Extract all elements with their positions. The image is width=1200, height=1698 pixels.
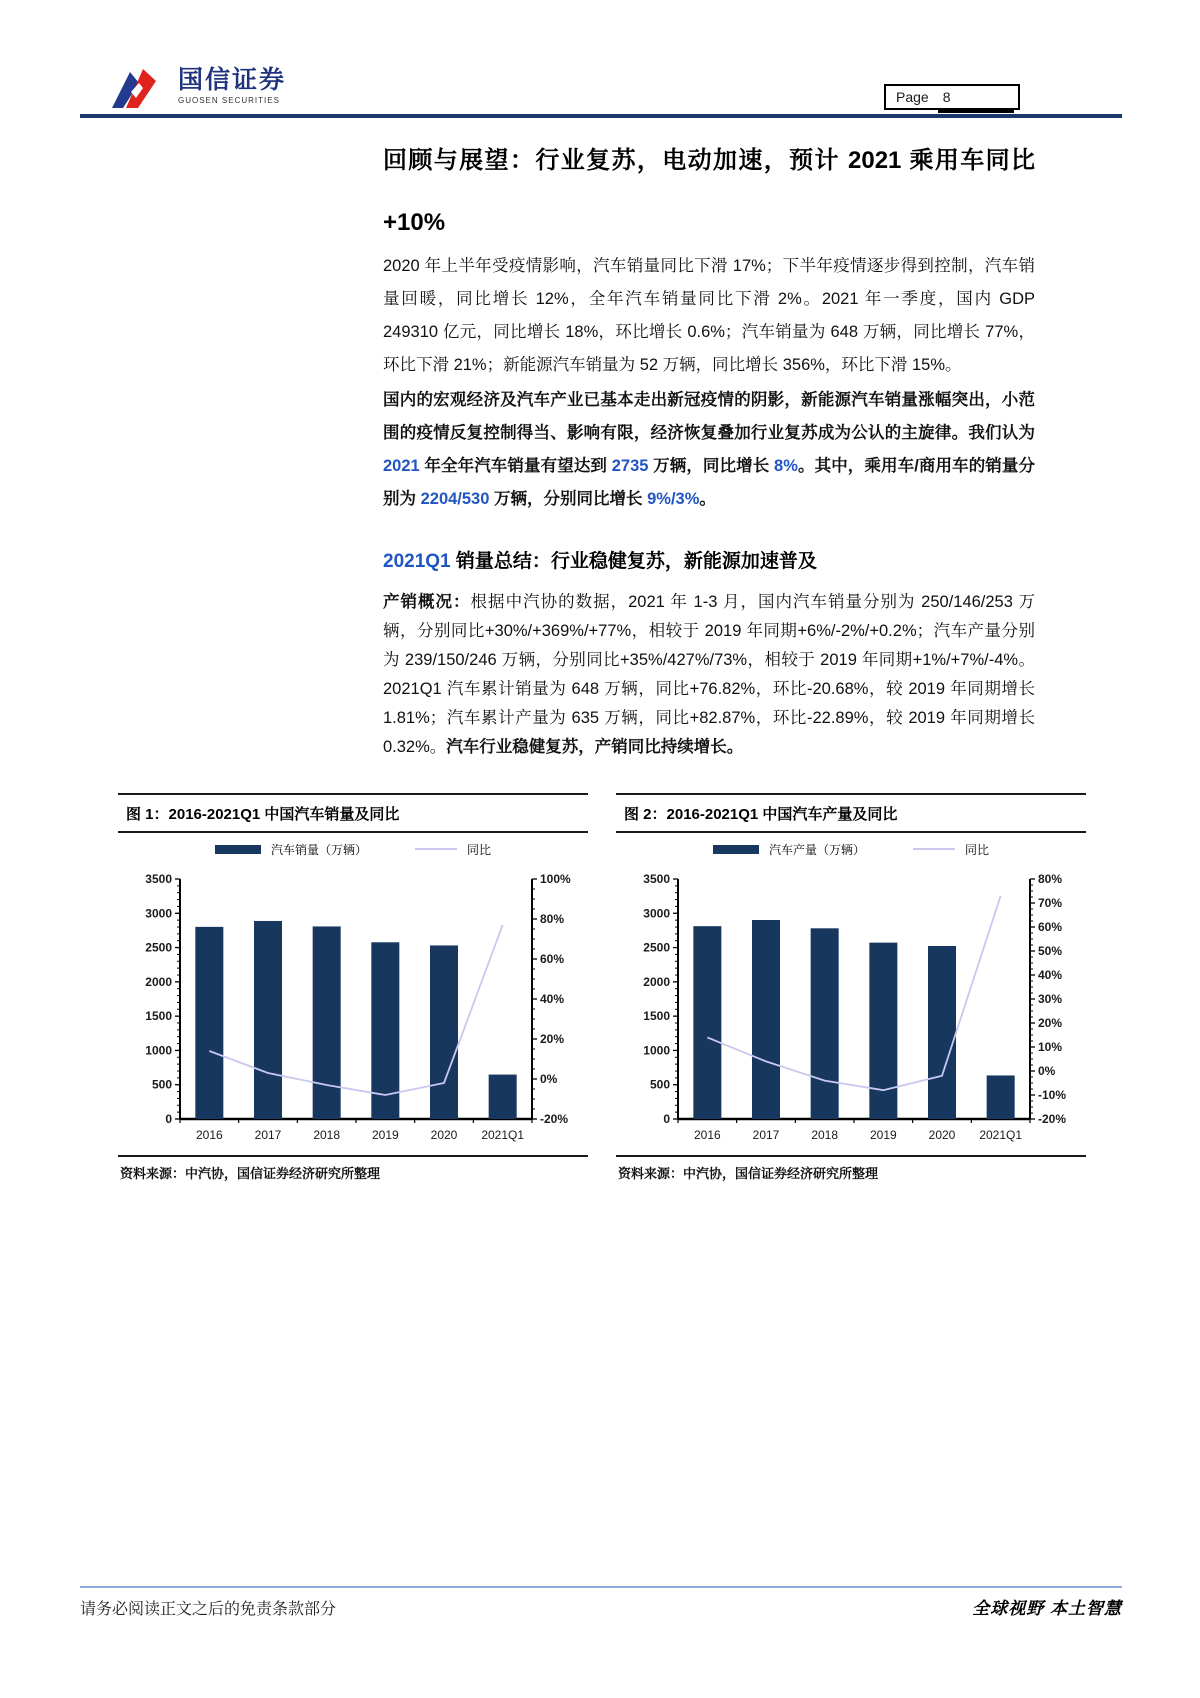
svg-text:10%: 10% — [1038, 1040, 1063, 1054]
section-heading: 2021Q1 销量总结：行业稳健复苏，新能源加速普及 — [383, 551, 817, 572]
svg-text:-20%: -20% — [540, 1112, 569, 1126]
chart-legend-sales — [118, 833, 588, 865]
svg-text:60%: 60% — [1038, 920, 1063, 934]
svg-text:2000: 2000 — [145, 974, 172, 989]
brand-text — [178, 66, 286, 105]
chart-panel-sales — [118, 793, 588, 1192]
svg-text:20%: 20% — [1038, 1016, 1063, 1030]
paragraph-outlook: 国内的宏观经济及汽车产业已基本走出新冠疫情的阴影，新能源汽车销量涨幅突出，小范围的疫情反复控制得当、影响有限，经济恢复叠加行业复苏成为公认的主旋律。我们认为 2021 年全年汽车销量有望达到 2735 万辆，同比增长 8%。其中，乘用车/商用车的销量分别为 2204/530 万辆，分别同比增长 9%/3%。 — [383, 391, 1036, 508]
legend-line-swatch — [913, 848, 955, 850]
svg-text:40%: 40% — [1038, 968, 1063, 982]
page-box-underline — [938, 110, 1014, 113]
report-title: 回顾与展望：行业复苏，电动加速，预计 2021 乘用车同比+10% — [383, 147, 1035, 236]
svg-text:80%: 80% — [1038, 872, 1063, 886]
svg-text:2021Q1: 2021Q1 — [979, 1128, 1023, 1142]
svg-text:1500: 1500 — [643, 1009, 670, 1024]
legend-line-swatch — [415, 848, 457, 850]
sales-chart-svg — [118, 865, 588, 1155]
svg-text:60%: 60% — [540, 952, 565, 966]
svg-text:2020: 2020 — [430, 1128, 458, 1142]
chart-title-production: 图 2：2016-2021Q1 中国汽车产量及同比 — [616, 793, 1086, 833]
page-number: 8 — [942, 89, 951, 105]
svg-text:0: 0 — [663, 1112, 670, 1126]
svg-text:2017: 2017 — [254, 1128, 282, 1142]
page-number-box — [884, 84, 1020, 110]
svg-text:2018: 2018 — [313, 1128, 341, 1142]
svg-text:1000: 1000 — [643, 1043, 670, 1058]
brand-subtitle: GUOSEN SECURITIES — [178, 96, 280, 105]
legend-bar-label: 汽车产量（万辆） — [768, 842, 865, 857]
svg-text:70%: 70% — [1038, 896, 1063, 910]
chart-source-production: 资料来源：中汽协，国信证券经济研究所整理 — [616, 1155, 1086, 1192]
footer-rule — [80, 1586, 1122, 1588]
svg-text:2016: 2016 — [693, 1128, 721, 1142]
svg-text:500: 500 — [649, 1077, 670, 1092]
svg-text:2018: 2018 — [811, 1128, 839, 1142]
page-label: Page — [896, 89, 929, 105]
paragraph-overview: 2020 年上半年受疫情影响，汽车销量同比下滑 17%；下半年疫情逐步得到控制，汽车销量回暖，同比增长 12%，全年汽车销量同比下滑 2%。2021 年一季度，国内 GDP 249310 亿元，同比增长 18%，环比增长 0.6%；汽车销量为 648 万辆，同比增长 77%，环比下滑 21%；新能源汽车销量为 52 万辆，同比增长 356%，环比下滑 15%。 — [383, 257, 1035, 374]
guosen-logo-icon — [110, 66, 168, 112]
svg-text:-20%: -20% — [1038, 1112, 1067, 1126]
svg-text:1500: 1500 — [145, 1009, 172, 1024]
svg-text:40%: 40% — [540, 992, 565, 1006]
svg-text:0%: 0% — [540, 1072, 558, 1086]
legend-line-label: 同比 — [467, 842, 492, 857]
svg-text:2000: 2000 — [643, 974, 670, 989]
svg-text:2500: 2500 — [145, 940, 172, 955]
chart-title-sales: 图 1：2016-2021Q1 中国汽车销量及同比 — [118, 793, 588, 833]
brand-name: 国信证券 — [178, 66, 287, 94]
svg-text:50%: 50% — [1038, 944, 1063, 958]
svg-text:0: 0 — [165, 1112, 172, 1126]
svg-text:100%: 100% — [540, 872, 571, 886]
svg-text:80%: 80% — [540, 912, 565, 926]
svg-text:3500: 3500 — [145, 872, 172, 886]
svg-text:2017: 2017 — [752, 1128, 780, 1142]
svg-text:-10%: -10% — [1038, 1088, 1067, 1102]
legend-bar-swatch — [215, 845, 261, 854]
disclaimer-text: 请务必阅读正文之后的免责条款部分 — [80, 1601, 337, 1618]
svg-text:2016: 2016 — [195, 1128, 223, 1142]
chart-legend-production — [616, 833, 1086, 865]
svg-text:2020: 2020 — [928, 1128, 956, 1142]
svg-text:20%: 20% — [540, 1032, 565, 1046]
svg-text:2500: 2500 — [643, 940, 670, 955]
slogan-text: 全球视野 本土智慧 — [972, 1599, 1122, 1618]
legend-bar-swatch — [713, 845, 759, 854]
chart-panel-production — [616, 793, 1086, 1192]
svg-text:3000: 3000 — [643, 906, 670, 921]
svg-text:2021Q1: 2021Q1 — [481, 1128, 525, 1142]
paragraph-q1-summary: 产销概况：根据中汽协的数据，2021 年 1-3 月，国内汽车销量分别为 250/146/253 万辆，分别同比+30%/+369%/+77%，相较于 2019 年同期+6%/-2%/+0.2%；汽车产量分别为 239/150/246 万辆，分别同比+35%/427%/73%，相较于 2019 年同期+1%/+7%/-4%。2021Q1 汽车累计销量为 648 万辆，同比+76.82%，环比-20.68%，较 2019 年同期增长 1.81%；汽车累计产量为 635 万辆，同比+82.87%，环比-22.89%，较 2019 年同期增长 0.32%。汽车行业稳健复苏，产销同比持续增长。 — [383, 593, 1036, 756]
svg-text:30%: 30% — [1038, 992, 1063, 1006]
charts-row — [118, 793, 1086, 1192]
chart-source-sales: 资料来源：中汽协，国信证券经济研究所整理 — [118, 1155, 588, 1192]
svg-text:500: 500 — [151, 1077, 172, 1092]
production-chart-svg — [616, 865, 1086, 1155]
legend-bar-label: 汽车销量（万辆） — [270, 842, 367, 857]
svg-text:2019: 2019 — [869, 1128, 897, 1142]
svg-text:3500: 3500 — [643, 872, 670, 886]
legend-line-label: 同比 — [965, 842, 990, 857]
svg-text:2019: 2019 — [371, 1128, 399, 1142]
svg-text:3000: 3000 — [145, 906, 172, 921]
header — [110, 66, 286, 112]
svg-text:0%: 0% — [1038, 1064, 1056, 1078]
svg-text:1000: 1000 — [145, 1043, 172, 1058]
header-rule — [80, 114, 1122, 118]
